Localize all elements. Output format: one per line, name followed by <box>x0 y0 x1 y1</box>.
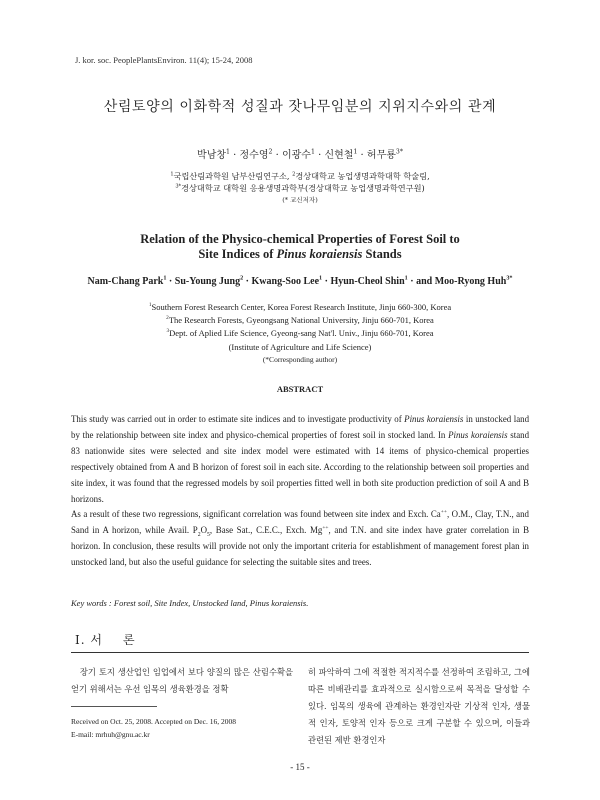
author-separator: · <box>272 150 282 161</box>
charge-superscript: ++ <box>322 525 329 532</box>
affiliation-text: Southern Forest Research Center, Korea Forest Research Institute, Jinju 660-300, Korea <box>151 302 452 312</box>
author-affiliation-mark: 2 <box>240 274 244 282</box>
abstract-text: , and T.N. and site index have grater correlation in B horizon. In conclusion, these results will provide not only the important criteria for establishment of management forest plan in unstocked land, but also the useful guidance for selecting the suitable sites and trees. <box>71 525 530 568</box>
author-name: Su-Young Jung <box>174 276 241 287</box>
charge-superscript: ++ <box>440 509 447 516</box>
korean-affiliation-1: 국립산림과학원 남부산림연구소, <box>173 171 293 181</box>
section-rule <box>71 652 529 653</box>
author-separator: · <box>166 276 175 287</box>
english-affiliation-1 <box>0 302 600 312</box>
email-note: E-mail: mrhuh@gnu.ac.kr <box>71 730 150 739</box>
english-title-line-1: Relation of the Physico-chemical Properties of Forest Soil to <box>140 232 460 246</box>
author-name: 박남창 <box>197 150 227 161</box>
author-separator: · <box>357 150 367 161</box>
section-title-char: 서 <box>90 633 103 647</box>
english-title-line-2 <box>0 247 600 262</box>
korean-affiliation-3: 경상대학교 대학원 응용생명과학부(경상대학교 농업생명과학연구원) <box>181 183 425 193</box>
keywords: Key words : Forest soil, Site Index, Unstocked land, Pinus koraiensis. <box>71 598 309 608</box>
abstract-text: , O.M., Clay, T.N., and Sand in A horizon, while Avail. P <box>71 509 529 536</box>
body-paragraph: 히 파악하여 그에 적절한 적지적수를 선정하여 조림하고, 그에 따른 비배관리를 효과적으로 실시함으로써 목적을 달성할 수 있다. 임목의 생육에 관계하는 환경인자란 기상적 인자, 생물적 인자, 토양적 인자 등으로 크게 구분할 수 있으며, 이들과 관련된 제반 환경인자 <box>308 667 530 745</box>
affiliation-mark: 2 <box>166 315 169 322</box>
section-title-char: 론 <box>122 633 136 647</box>
abstract-body <box>71 412 529 571</box>
author-affiliation-mark: 3* <box>506 274 513 282</box>
abstract-heading: ABSTRACT <box>276 384 324 394</box>
species-name: Pinus koraiensis <box>448 429 508 440</box>
abstract-text: As a result of these two regressions, significant correlation was found between site index and Exch. Ca <box>71 509 441 520</box>
english-affiliation-2 <box>0 315 600 325</box>
body-column-left <box>71 664 293 698</box>
species-name: Pinus koraiensis <box>404 414 464 424</box>
author-name: 허무룡 <box>366 150 396 161</box>
author-separator: · <box>229 150 240 161</box>
affiliation-text: Dept. of Aplied Life Science, Gyeong-sang Nat'l. Univ., Jinju 660-701, Korea <box>169 328 434 338</box>
affiliation-mark: 3 <box>166 328 170 335</box>
english-title <box>0 232 600 262</box>
author-affiliation-mark: 3* <box>395 148 403 156</box>
title-text: Stands <box>362 247 402 261</box>
body-paragraph <box>71 664 293 698</box>
title-text: Site Indices of <box>198 247 277 261</box>
author-name: Kwang-Soo Lee <box>251 276 320 287</box>
affiliation-mark: 2 <box>292 171 296 178</box>
footnote-rule <box>71 706 157 707</box>
english-corresponding-note: (*Corresponding author) <box>262 355 338 364</box>
section-heading <box>75 631 136 648</box>
abstract-text: This study was carried out in order to estimate site indices and to investigate productivity of <box>71 414 405 424</box>
body-text: 장기 토지 생산업인 임업에서 보다 양질의 많은 산림수확을 얻기 위해서는 우선 임목의 생육환경을 정확 <box>71 667 293 694</box>
author-affiliation-mark: 1 <box>353 148 358 156</box>
author-name: Moo-Ryong Huh <box>434 276 507 287</box>
abstract-text: stand 83 nationwide sites were selected and site index model were estimated with 14 items of physico-chemical properties respectively obtained from A and B horizon of forest soil in each site. According to the relationship between soil properties and site index, it was found that the regressed models by soil properties fitted well in both site production prediction of soil A and B horizons. <box>71 429 530 504</box>
body-column-right <box>308 664 530 749</box>
korean-author-list <box>0 146 600 161</box>
author-name: 이광수 <box>281 150 311 161</box>
author-affiliation-mark: 2 <box>268 148 273 156</box>
abstract-paragraph-1 <box>71 412 529 507</box>
english-author-list <box>0 276 600 287</box>
journal-citation: J. kor. soc. PeoplePlantsEnviron. 11(4); 15-24, 2008 <box>75 55 253 65</box>
korean-title: 산림토양의 이화학적 성질과 잣나무임분의 지위지수와의 관계 <box>103 99 497 115</box>
abstract-paragraph-2 <box>71 507 529 571</box>
author-separator: · <box>322 276 331 287</box>
author-name: 신현철 <box>324 150 354 161</box>
author-name: Nam-Chang Park <box>87 276 164 287</box>
english-affiliation-4: (Institute of Agriculture and Life Science) <box>228 342 372 352</box>
korean-affiliation-line-2 <box>0 182 600 194</box>
english-affiliation-3 <box>0 328 600 338</box>
korean-affiliation-line-1 <box>0 170 600 182</box>
korean-affiliation-2: 경상대학교 농업생명과학대학 학술림, <box>295 171 430 181</box>
species-name: Pinus koraiensis <box>276 247 363 261</box>
author-separator: · <box>314 150 325 161</box>
abstract-text: , Base Sat., C.E.C., Exch. Mg <box>209 525 323 536</box>
subscript: 2 <box>197 532 201 539</box>
author-name: Hyun-Cheol Shin <box>330 276 405 287</box>
affiliation-mark: 1 <box>170 171 174 178</box>
author-affiliation-mark: 1 <box>319 274 323 282</box>
author-name: 정수영 <box>239 150 269 161</box>
affiliation-mark: 3* <box>175 183 182 190</box>
section-number: Ⅰ. <box>75 633 86 647</box>
affiliation-text: The Research Forests, Gyeongsang National University, Jinju 660-701, Korea <box>168 315 434 325</box>
page-number: - 15 - <box>290 762 310 772</box>
author-affiliation-mark: 1 <box>163 274 167 282</box>
author-separator: · <box>243 276 252 287</box>
author-affiliation-mark: 1 <box>310 148 315 156</box>
subscript: 5 <box>207 532 210 539</box>
author-separator: · and <box>407 276 435 287</box>
affiliation-mark: 1 <box>148 302 152 309</box>
author-affiliation-mark: 1 <box>226 148 230 156</box>
korean-corresponding-note: (* 교신저자) <box>282 196 318 204</box>
abstract-text: O <box>200 525 208 536</box>
author-affiliation-mark: 1 <box>404 274 408 282</box>
received-note: Received on Oct. 25, 2008. Accepted on Dec. 16, 2008 <box>71 717 236 726</box>
abstract-text: in unstocked land by the relationship between site index and physico-chemical properties of forest soil in stocked land. In <box>71 414 530 440</box>
